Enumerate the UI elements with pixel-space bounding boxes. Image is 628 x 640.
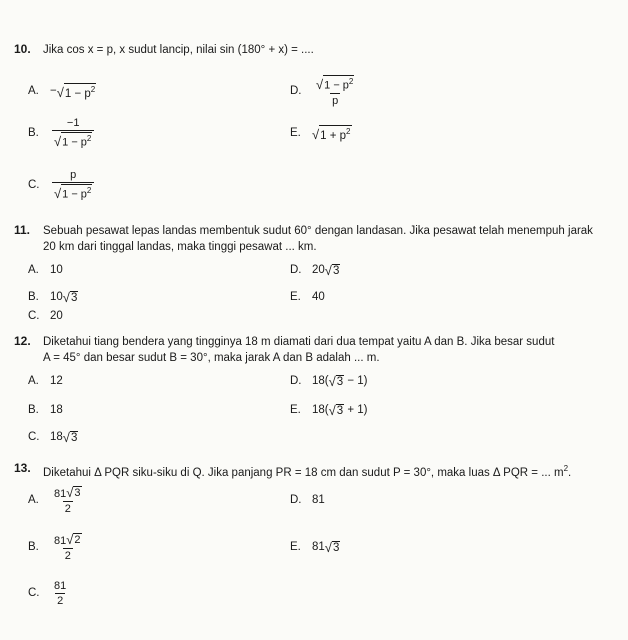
radicand: 3 (332, 541, 340, 554)
radicand: 3 (70, 291, 78, 304)
option-letter: B. (28, 541, 39, 553)
coefficient: 81 (54, 487, 67, 500)
coefficient: 10 (50, 291, 63, 303)
denominator: 2 (64, 502, 71, 515)
option-letter: E. (290, 127, 301, 139)
fraction: 81 √ 2 2 (54, 531, 81, 562)
option-letter: E. (290, 404, 301, 416)
option-11-c[interactable] (28, 301, 63, 331)
sqrt-expression: √ 3 (328, 373, 344, 389)
radicand: 1 − p (62, 136, 87, 149)
sqrt-expression: √ 3 (328, 402, 344, 418)
option-letter: E. (290, 291, 301, 303)
expression-suffix: − 1) (344, 375, 368, 387)
option-value: 20 (50, 310, 63, 322)
exponent: 2 (86, 185, 92, 195)
question-text-line: Diketahui Δ PQR siku-siku di Q. Jika panjang PR = 18 cm dan sudut P = 30°, maka luas Δ PQR = ... m (43, 466, 564, 479)
question-number: 13. (14, 461, 31, 475)
fraction: −1 √ $1 - p^2$ (52, 117, 94, 150)
exponent: 2 (563, 464, 569, 473)
option-letter: D. (290, 85, 302, 97)
question-text-end: . (568, 466, 572, 479)
radicand: 1 − p (324, 79, 349, 92)
option-11-d[interactable] (290, 255, 340, 285)
fraction: √ $1 - p^2$ p (316, 76, 354, 108)
option-letter: C. (28, 179, 40, 191)
option-value: 18 (50, 404, 63, 416)
question-text (43, 334, 610, 366)
option-10-d[interactable] (290, 76, 358, 106)
coefficient: 81 (54, 534, 67, 547)
option-11-e[interactable] (290, 282, 325, 312)
sqrt-expression: √ 3 (62, 289, 78, 305)
option-12-c[interactable] (28, 422, 78, 452)
question-number: 11. (14, 223, 31, 237)
minus-sign: − (50, 84, 57, 97)
numerator: p (70, 168, 77, 181)
option-value: 40 (312, 291, 325, 303)
option-letter: C. (28, 310, 40, 322)
exponent: 2 (348, 76, 354, 86)
expression-suffix: + 1) (344, 404, 368, 416)
expression-prefix: 18( (312, 404, 329, 416)
option-letter: B. (28, 127, 39, 139)
question-text: Jika cos x = p, x sudut lancip, nilai sin (180° + x) = .... (43, 44, 314, 56)
denominator: p (332, 95, 339, 108)
option-10-a[interactable] (28, 76, 96, 106)
option-12-d[interactable] (290, 366, 368, 396)
option-letter: D. (290, 264, 302, 276)
exponent: 2 (346, 126, 351, 136)
fraction: 81 √ 3 2 (54, 484, 81, 515)
option-12-a[interactable] (28, 366, 63, 396)
question-text-line: Diketahui tiang bendera yang tingginya 18 m diamati dari dua tempat yaitu A dan B. Jika besar sudut (43, 336, 555, 348)
radicand: 3 (70, 431, 78, 444)
radicand: 1 + p (320, 129, 347, 142)
question-text (43, 223, 610, 255)
sqrt-expression: √ 3 (62, 429, 78, 445)
option-13-c[interactable] (28, 578, 70, 608)
radicand: 3 (336, 375, 344, 388)
radicand: 1 − p (64, 87, 91, 100)
expression-prefix: 18( (312, 375, 329, 387)
numerator: 81 (54, 579, 67, 592)
option-letter: A. (28, 494, 39, 506)
fraction (52, 580, 68, 607)
option-13-e[interactable] (290, 532, 340, 562)
sqrt-expression: √ $1 - p^2$ (56, 84, 96, 101)
radicand: 3 (336, 404, 344, 417)
option-value: 81 (312, 494, 325, 506)
sqrt-expression: √ 3 (324, 539, 340, 555)
radicand: 3 (332, 264, 340, 277)
question-number: 10. (14, 42, 31, 56)
radicand: 1 − p (62, 188, 87, 201)
option-letter: A. (28, 85, 39, 97)
option-letter: C. (28, 587, 40, 599)
denominator: 2 (57, 594, 64, 607)
option-10-c[interactable] (28, 170, 96, 200)
option-10-b[interactable] (28, 118, 96, 148)
question-text-line: Sebuah pesawat lepas landas membentuk sudut 60° dengan landasan. Jika pesawat telah menempuh jarak (43, 225, 593, 237)
option-letter: B. (28, 291, 39, 303)
question-number: 12. (14, 334, 31, 348)
option-13-b[interactable] (28, 532, 86, 562)
option-13-d[interactable] (290, 485, 325, 515)
option-12-b[interactable] (28, 395, 63, 425)
question-text-line: 20 km dari tinggal landas, maka tinggi pesawat ... km. (43, 241, 317, 253)
radicand: 2 (74, 533, 81, 546)
fraction: p √ $1 - p^2$ (52, 169, 94, 202)
exponent: 2 (86, 133, 92, 143)
exponent: 2 (90, 84, 96, 94)
option-letter: D. (290, 375, 302, 387)
option-12-e[interactable] (290, 395, 368, 425)
question-text (43, 461, 610, 481)
option-letter: A. (28, 375, 39, 387)
coefficient: 18 (50, 431, 63, 443)
option-letter: A. (28, 264, 39, 276)
coefficient: 20 (312, 264, 325, 276)
option-13-a[interactable] (28, 485, 86, 515)
option-10-e[interactable] (290, 118, 352, 148)
sqrt-expression: √ 3 (324, 262, 340, 278)
option-value: 10 (50, 264, 63, 276)
coefficient: 81 (312, 541, 325, 553)
option-letter: C. (28, 431, 40, 443)
option-value: 12 (50, 375, 63, 387)
option-letter: B. (28, 404, 39, 416)
option-11-a[interactable] (28, 255, 63, 285)
denominator: 2 (64, 549, 71, 562)
numerator: −1 (66, 116, 80, 129)
radicand: 3 (74, 486, 81, 499)
sqrt-expression: √ $1 + p^2$ (312, 126, 351, 143)
option-letter: E. (290, 541, 301, 553)
question-text-line: A = 45° dan besar sudut B = 30°, maka jarak A dan B adalah ... m. (43, 352, 380, 364)
option-letter: D. (290, 494, 302, 506)
